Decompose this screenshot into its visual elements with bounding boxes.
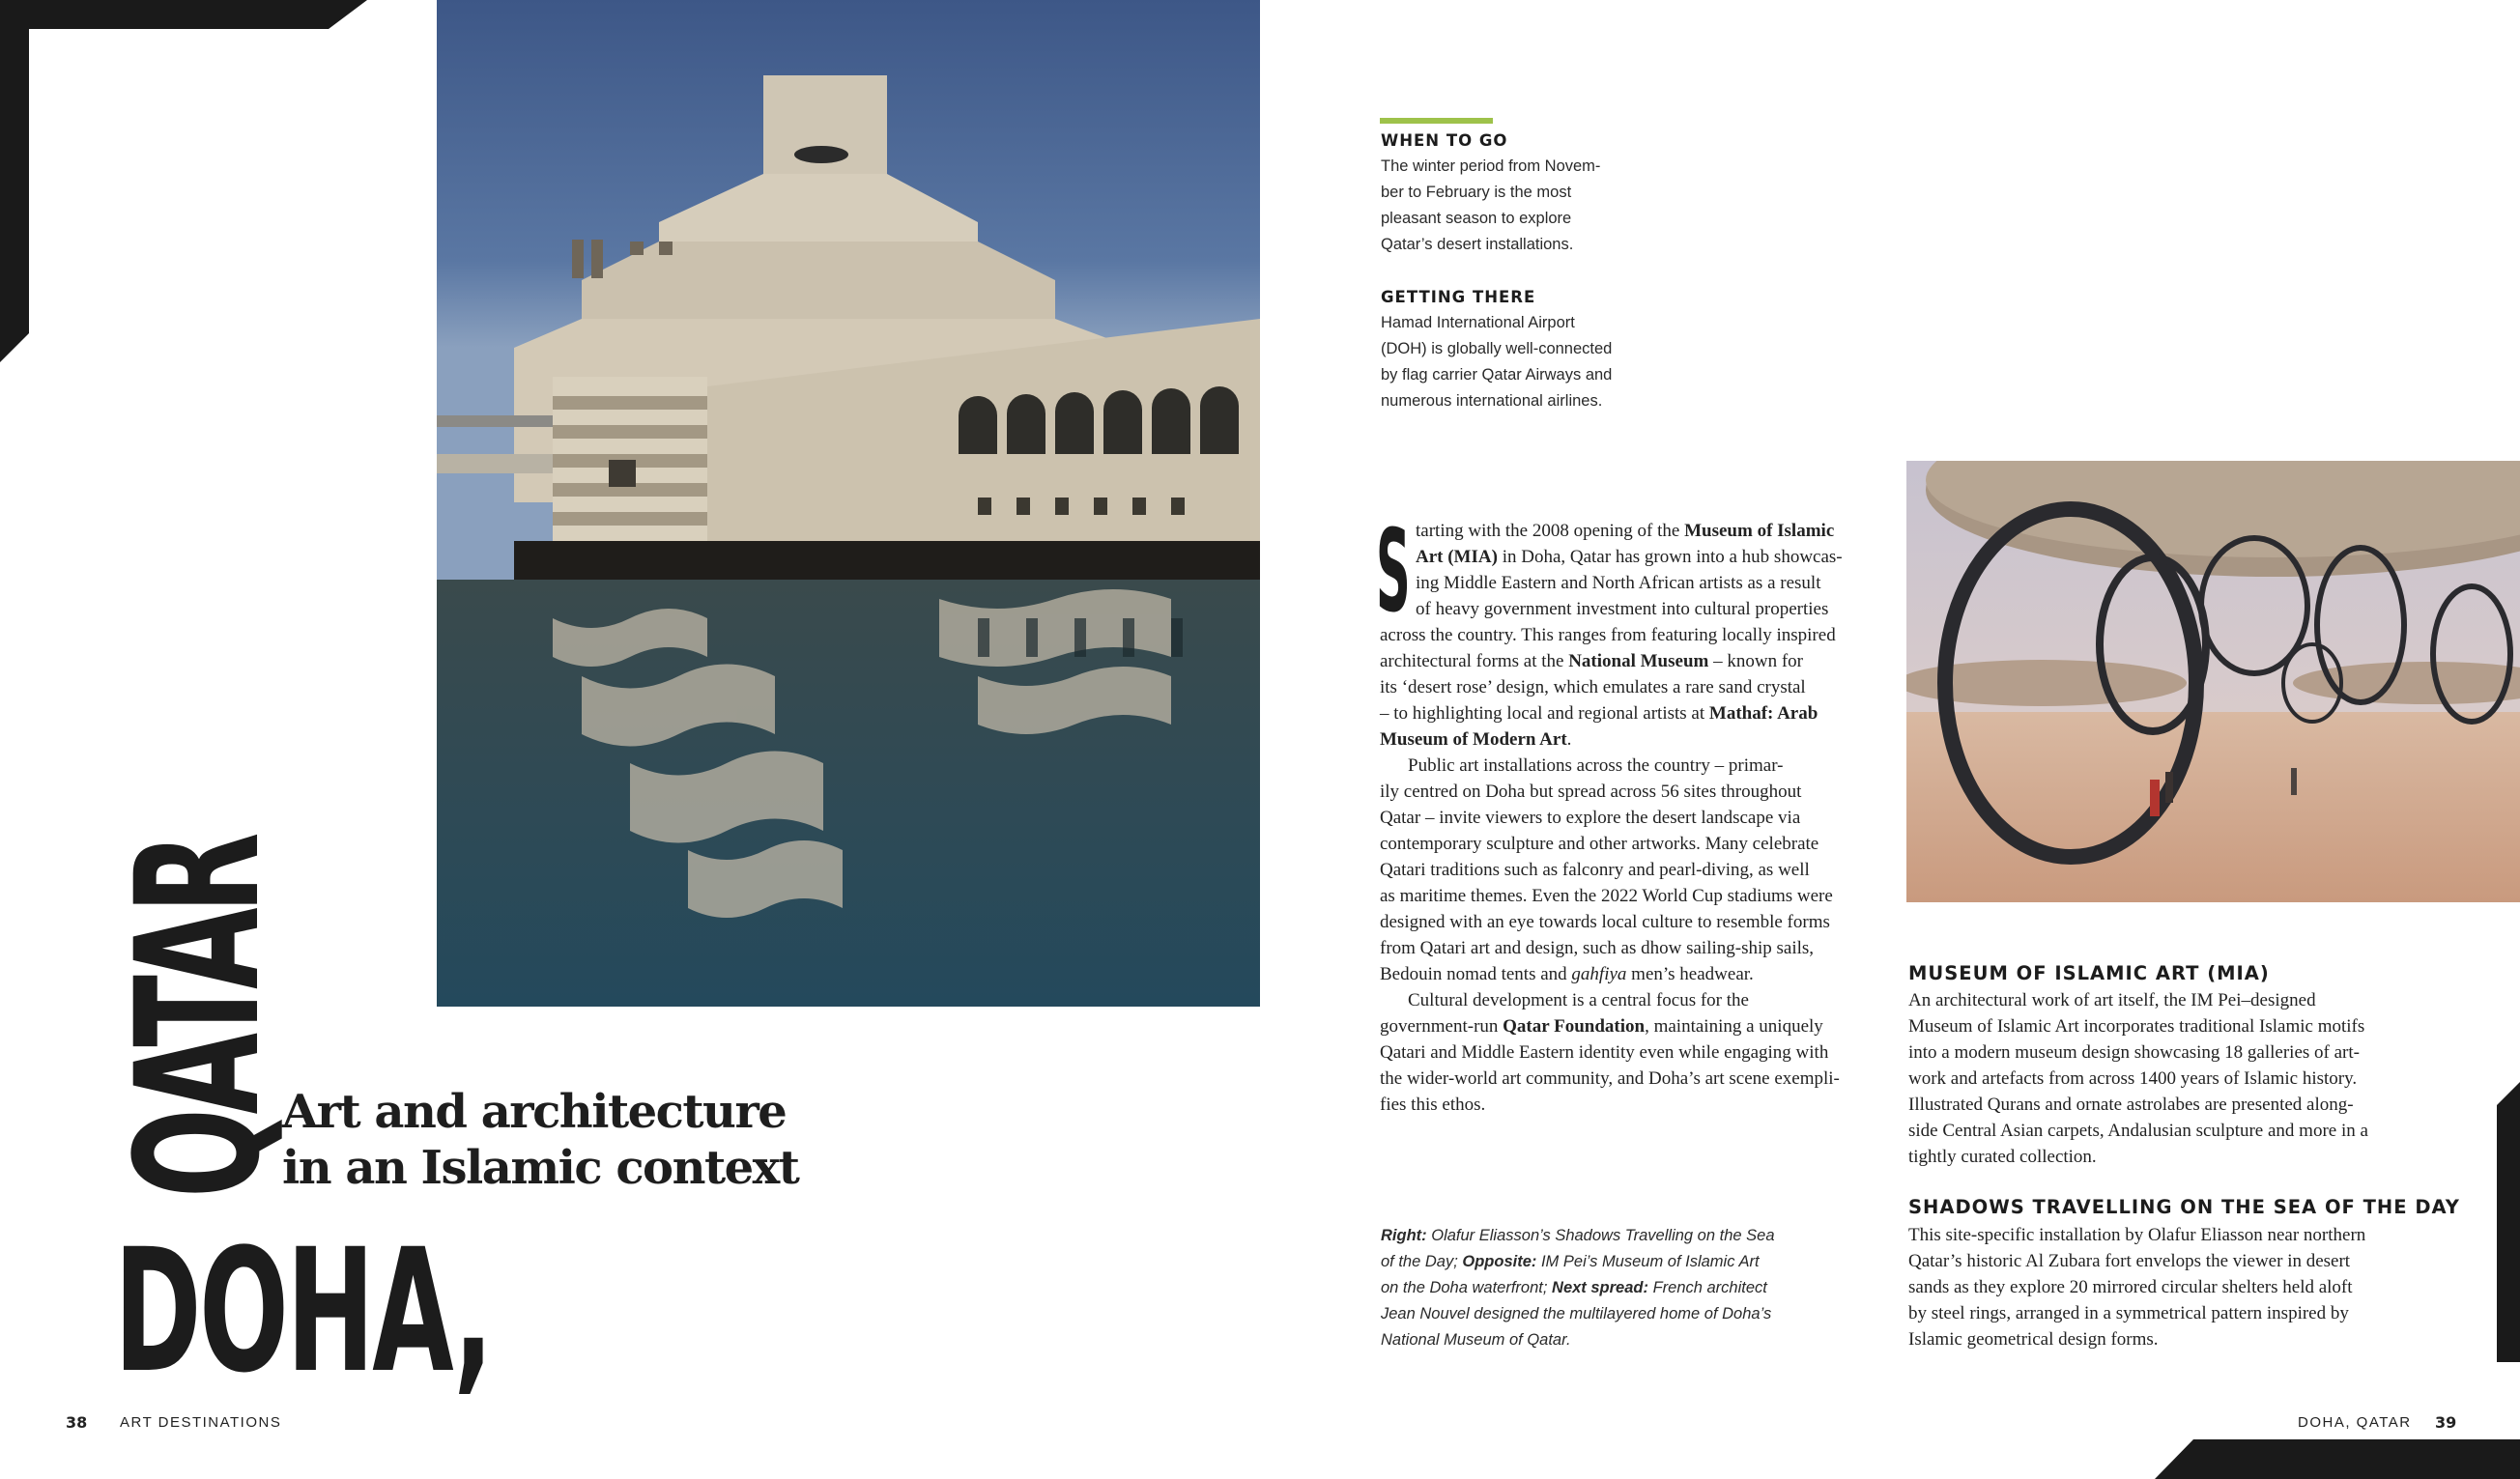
article-line: Art (MIA) in Doha, Qatar has grown into a hub showcas- — [1416, 547, 1843, 567]
article-line: Cultural development is a central focus for the — [1408, 990, 1749, 1010]
article-line: the wider-world art community, and Doha’s art scene exempli- — [1380, 1068, 1840, 1089]
article-line: as maritime themes. Even the 2022 World Cup stadiums were — [1380, 886, 1833, 906]
subtitle-line-1: Art and architecture — [282, 1085, 787, 1139]
corner-decoration-top-left — [0, 0, 387, 367]
shadows-text: This site-specific installation by Olafur Eliasson near northern Qatar’s historic Al Zubara fort envelops the viewer in desert sands as they explore 20 mirrored circular shelters held aloft by steel rings, arranged in a symmetrical pattern inspired by Islamic geometrical design forms. — [1908, 1225, 2366, 1350]
corner-decoration-bottom-right — [2155, 1439, 2520, 1479]
footer-section-right: DOHA, QATAR — [2298, 1414, 2412, 1431]
article-line: across the country. This ranges from featuring locally inspired — [1380, 625, 1836, 645]
subtitle-line-2: in an Islamic context — [282, 1141, 799, 1195]
title-doha: DOHA, — [114, 1212, 492, 1410]
article-line: Public art installations across the country – primar- — [1408, 755, 1784, 776]
article-line: its ‘desert rose’ design, which emulates a rare sand crystal — [1380, 677, 1806, 697]
article-line: government-run Qatar Foundation, maintaining a uniquely — [1380, 1016, 1823, 1037]
drop-cap: S — [1376, 504, 1411, 638]
article-line: of heavy government investment into cultural properties — [1416, 599, 1829, 619]
article-line: designed with an eye towards local culture to resemble forms — [1380, 912, 1830, 932]
subtitle — [282, 1084, 798, 1196]
when-to-go-text: The winter period from Novem- ber to February is the most pleasant season to explore Qatar’s desert installations. — [1381, 157, 1601, 253]
article-body — [1380, 518, 1843, 1118]
mia-heading: MUSEUM OF ISLAMIC ART (MIA) — [1908, 962, 2270, 984]
article-line: contemporary sculpture and other artworks. Many celebrate — [1380, 834, 1819, 854]
article-line: Bedouin nomad tents and gahfiya men’s headwear. — [1380, 964, 1754, 984]
article-line: fies this ethos. — [1380, 1095, 1486, 1115]
article-line: Qatari traditions such as falconry and pearl-diving, as well — [1380, 860, 1810, 880]
page-number-right: 39 — [2435, 1413, 2457, 1432]
getting-there-heading: GETTING THERE — [1381, 288, 1536, 306]
article-line: – to highlighting local and regional artists at Mathaf: Arab — [1380, 703, 1818, 724]
museum-of-islamic-art-photo — [437, 0, 1260, 1007]
article-line: from Qatari art and design, such as dhow sailing-ship sails, — [1380, 938, 1815, 958]
photo-caption: Right: Olafur Eliasson’s Shadows Travelling on the Sea of the Day; Opposite: IM Pei’s Museum of Islamic Art on the Doha waterfront; Next spread: French architect Jean Nouvel designed the multilayered home of Doha’s National Museum of Qatar. — [1381, 1227, 1775, 1349]
footer-section-left: ART DESTINATIONS — [120, 1414, 282, 1431]
shadows-travelling-installation-photo — [1906, 461, 2520, 902]
article-line: Museum of Modern Art. — [1380, 729, 1572, 750]
article-line: Qatar – invite viewers to explore the desert landscape via — [1380, 808, 1801, 828]
article-line: ily centred on Doha but spread across 56 sites throughout — [1380, 782, 1802, 802]
article-line: tarting with the 2008 opening of the Museum of Islamic — [1416, 521, 1835, 541]
article-line: architectural forms at the National Museum – known for — [1380, 651, 1803, 671]
page-number-left: 38 — [66, 1413, 88, 1432]
shadows-heading: SHADOWS TRAVELLING ON THE SEA OF THE DAY — [1908, 1196, 2460, 1218]
title-qatar-vertical: QATAR — [100, 838, 298, 1198]
getting-there-text: Hamad International Airport (DOH) is globally well-connected by flag carrier Qatar Airways and numerous international airlines. — [1381, 314, 1613, 410]
when-to-go-heading: WHEN TO GO — [1381, 131, 1508, 150]
mia-text: An architectural work of art itself, the IM Pei–designed Museum of Islamic Art incorporates traditional Islamic motifs into a modern museum design showcasing 18 galleries of art- work and artefacts from across 1400 years of Islamic history. Illustrated Qurans and ornate astrolabes are presented along- side Central Asian carpets, Andalusian sculpture and more in a tightly curated collection. — [1908, 990, 2368, 1167]
accent-rule — [1380, 118, 1493, 124]
corner-decoration-right-middle — [2474, 1082, 2520, 1372]
article-line: ing Middle Eastern and North African artists as a result — [1416, 573, 1821, 593]
article-line: Qatari and Middle Eastern identity even while engaging with — [1380, 1042, 1829, 1063]
